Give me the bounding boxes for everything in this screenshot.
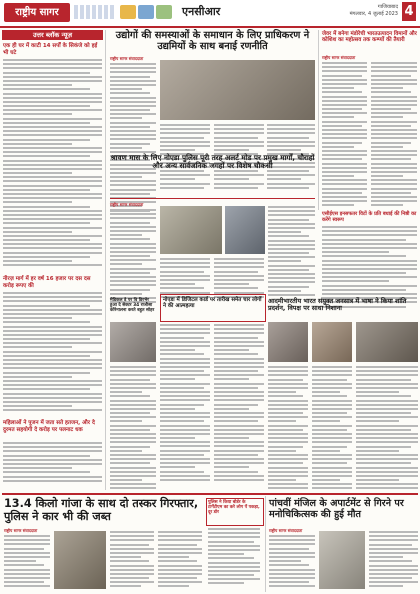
ganja-byline: राष्ट्रीय सागर संवाददाता (4, 528, 38, 533)
politics-photo-2 (312, 322, 352, 362)
sravan-headline: श्रावण मास के लिए नोएडा पुलिस पूरी तरह अलर्ट मोड पर प्रमुख मार्गों, चौराहों और अन्य सार्वजनिक जगहों पर विशेष चौकसी (110, 153, 315, 171)
section-rule (110, 198, 315, 199)
right-top-byline: राष्ट्रीय सागर संवाददाता (322, 55, 356, 60)
center-body-col-1 (160, 324, 210, 483)
left-story-2-headline: नीरज़ मार्ग में हर वर्ष 16 हजार पर दस दस करोड़ रूपए की (3, 276, 91, 289)
politics-body-col-2 (312, 366, 352, 492)
newspaper-logo: राष्ट्रीय सागर (4, 3, 70, 22)
masthead-photo-2 (138, 5, 154, 19)
page-number: 4 (402, 2, 416, 21)
sravan-body-col-4 (268, 206, 315, 298)
ganja-body-col-3 (158, 531, 202, 590)
right-mid-headline: एसीईएस इनसफतर विटों के प्रति बधाई की निष्ठी का करेंगे स्वरूप (322, 211, 417, 223)
building-headline: पांचवीं मंजिल के अपार्टमेंट से गिरने पर मनोचिकित्सक की हुई मौत (269, 498, 404, 521)
left-story-3-body (3, 442, 102, 484)
lead-photo (160, 60, 315, 120)
section-title: एनसीआर (182, 5, 221, 18)
right-top-body-col-2 (371, 62, 417, 209)
building-body-col-2 (369, 531, 418, 590)
dateline (350, 4, 398, 18)
mini-body (208, 528, 260, 587)
lead-body-col-1 (110, 63, 156, 214)
city-name: गाजियाबाद (377, 4, 398, 10)
mini-headline: पुलिस ने किया बोर्डर के टार्गेटीएम का करे लोग पें पकड़ा, दूर डोर (208, 500, 260, 516)
column-divider (105, 30, 106, 490)
politics-body-col-1 (268, 366, 308, 492)
ganja-body-col-1 (4, 535, 50, 589)
teachers-photo (110, 322, 156, 362)
left-story-1-headline: एक ही घर में काटी 14 सर्पों के सिकंजे को हई भी घटे (3, 43, 98, 56)
right-top-body-col-1 (322, 62, 367, 209)
sravan-photo-1 (160, 206, 222, 254)
column-divider (318, 30, 319, 210)
masthead (0, 0, 420, 28)
building-byline: राष्ट्रीय सागर संवाददाता (269, 528, 303, 533)
building-photo (319, 531, 365, 589)
teachers-headline: मेडिकल डे पर वि डिरभेर हुआ दे सेक्टर 34 राजौसा कोरेनालना करते बहुत सोहर (110, 298, 155, 314)
politics-headline: आदमीभारतीय भारत संयुक्त जनसात्र में भाषा ने किया शांति प्रदर्शन, विपक्ष पर साधा निशाना (268, 297, 407, 313)
ganja-body-col-2 (110, 531, 154, 590)
politics-photo-3 (356, 322, 418, 362)
lead-headline: उद्योगों की समस्याओं के समाधान के लिए प्राधिकरण ने उद्यमियों के साथ बनाई रणनीति (115, 30, 310, 53)
sravan-byline: राष्ट्रीय सागर संवाददाता (110, 202, 144, 207)
left-story-1-body (3, 59, 102, 268)
left-story-3-headline: महिलाओं ने पूजन में जता सते हतजन, और दे दुरमत सहयोगी दे करोड़ पर पलनाट धक (3, 420, 95, 433)
masthead-photo-3 (156, 5, 172, 19)
center-body-col-2 (214, 324, 264, 483)
building-body-col-1 (269, 535, 315, 589)
center-headline: नोएडा में डिजिटल कार्ड पर तारीख समेत चार लोगों ने की आत्महत्या (163, 297, 262, 310)
lead-byline: राष्ट्रीय सागर संवाददाता (110, 56, 144, 61)
bottom-section-rule (2, 493, 418, 495)
sravan-photo-2 (225, 206, 265, 254)
ganja-photo (54, 531, 106, 589)
politics-photo-1 (268, 322, 308, 362)
ganja-headline: 13.4 किलो गांजा के साथ दो तस्कर गिरफ्तार, पुलिस ने कार भी की जब्त (4, 497, 199, 523)
right-top-headline: जेवर में बनेगा मंडोरेची भारतउत्पादन विमानों और कोशिश का महोत्सव तक कम्प्यों की तैयारी (322, 31, 417, 44)
teachers-body (110, 366, 156, 492)
masthead-photo-1 (120, 5, 136, 19)
politics-body-col-3 (356, 366, 418, 492)
column-divider (265, 496, 266, 592)
left-story-2-body (3, 292, 102, 413)
date-text: मंगलवार, 4 जुलाई 2023 (349, 11, 398, 17)
sravan-body-col-1 (110, 209, 156, 305)
left-column-header: उत्तर ब्लॉक न्यूज़ (2, 30, 103, 40)
masthead-ornament (74, 5, 116, 19)
